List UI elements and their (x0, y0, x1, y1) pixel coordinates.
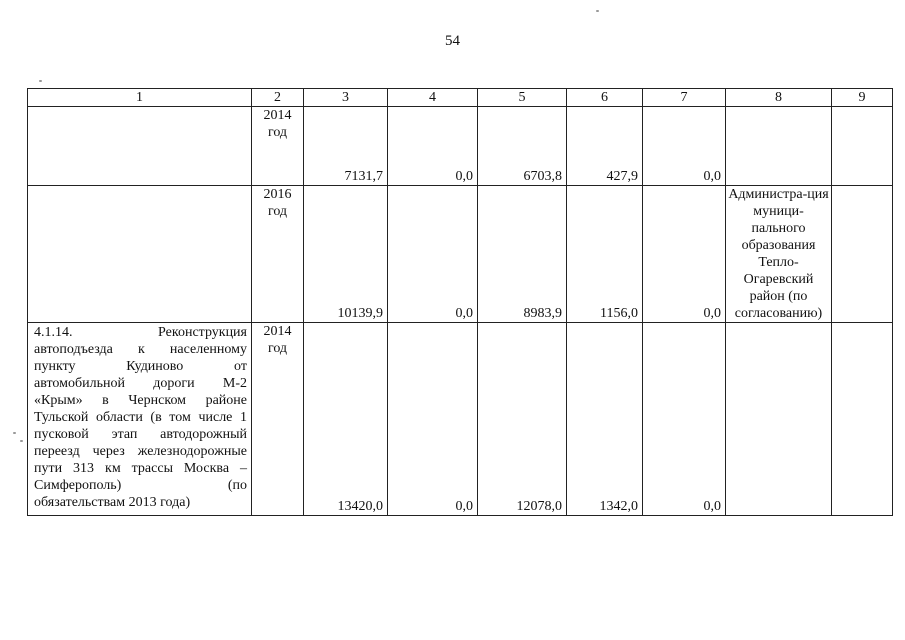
extra-budget-cell: 0,0 (643, 186, 726, 323)
year-cell: 2014 год (252, 107, 304, 186)
page-number: 54 (445, 33, 460, 49)
description-cell (28, 186, 252, 323)
local-budget-cell: 1156,0 (567, 186, 643, 323)
description-line: автоподъезда к населенному (34, 342, 247, 357)
local-budget-cell: 427,9 (567, 107, 643, 186)
federal-budget-cell: 0,0 (388, 323, 478, 516)
scan-speck (20, 440, 23, 442)
column-header: 9 (832, 89, 893, 107)
column-header: 8 (726, 89, 832, 107)
executor-cell (726, 107, 832, 186)
column-header: 4 (388, 89, 478, 107)
description-line: автомобильной дороги М-2 (34, 376, 247, 391)
year-cell: 2014 год (252, 323, 304, 516)
column-header: 6 (567, 89, 643, 107)
column-header: 3 (304, 89, 388, 107)
column-header: 1 (28, 89, 252, 107)
description-line: Симферополь) (по (34, 478, 247, 493)
description-line: пусковой этап автодорожный (34, 427, 247, 442)
column-number-row (28, 89, 893, 107)
note-cell (832, 186, 893, 323)
column-header: 5 (478, 89, 567, 107)
description-line: пути 313 км трассы Москва – (34, 461, 247, 476)
description-cell (28, 323, 252, 516)
scan-speck (596, 10, 599, 12)
table-row (28, 323, 893, 516)
description-cell (28, 107, 252, 186)
table-row (28, 186, 893, 323)
description-line: Тульской области (в том числе 1 (34, 410, 247, 425)
budget-table (27, 88, 893, 516)
column-header: 7 (643, 89, 726, 107)
federal-budget-cell: 0,0 (388, 107, 478, 186)
description-line: пункту Кудиново от (34, 359, 247, 374)
regional-budget-cell: 6703,8 (478, 107, 567, 186)
regional-budget-cell: 12078,0 (478, 323, 567, 516)
total-cell: 10139,9 (304, 186, 388, 323)
local-budget-cell: 1342,0 (567, 323, 643, 516)
executor-cell (726, 323, 832, 516)
scan-speck (39, 80, 42, 82)
description-line: «Крым» в Чернском районе (34, 393, 247, 408)
extra-budget-cell: 0,0 (643, 107, 726, 186)
description-line: переезд через железнодорожные (34, 444, 247, 459)
total-cell: 7131,7 (304, 107, 388, 186)
scan-speck (13, 432, 16, 434)
note-cell (832, 107, 893, 186)
regional-budget-cell: 8983,9 (478, 186, 567, 323)
year-cell: 2016 год (252, 186, 304, 323)
column-header: 2 (252, 89, 304, 107)
federal-budget-cell: 0,0 (388, 186, 478, 323)
executor-cell: Администра-ция муници-пального образования Тепло-Огаревский район (по согласованию) (726, 186, 832, 323)
table-row (28, 107, 893, 186)
total-cell: 13420,0 (304, 323, 388, 516)
extra-budget-cell: 0,0 (643, 323, 726, 516)
description-line: 4.1.14. Реконструкция (34, 325, 247, 340)
note-cell (832, 323, 893, 516)
description-line: обязательствам 2013 года) (34, 495, 191, 510)
